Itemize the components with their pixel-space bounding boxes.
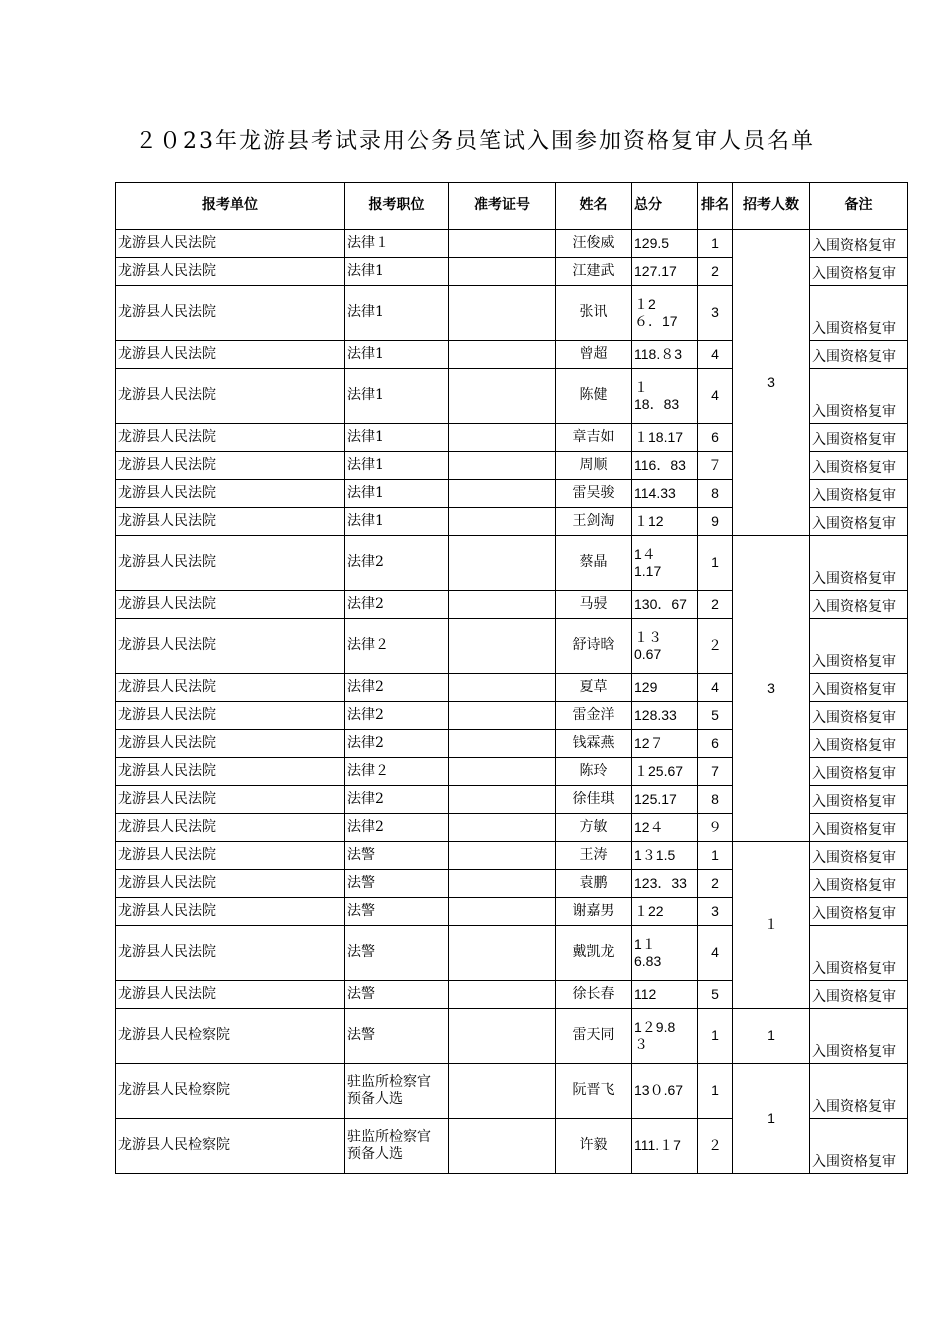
cell-position: 法律２ xyxy=(345,758,449,786)
cell-position: 法律2 xyxy=(345,786,449,814)
cell-note: 入围资格复审 xyxy=(810,702,908,730)
cell-rank: 2 xyxy=(698,591,733,619)
cell-note: 入围资格复审 xyxy=(810,842,908,870)
cell-score: １３ 0.67 xyxy=(632,619,698,674)
cell-exam-id xyxy=(449,424,556,452)
cell-unit: 龙游县人民法院 xyxy=(116,508,345,536)
cell-position: 法律2 xyxy=(345,591,449,619)
cell-exam-id xyxy=(449,286,556,341)
cell-note: 入围资格复审 xyxy=(810,591,908,619)
header-score: 总分 xyxy=(632,183,698,230)
cell-name: 雷吴骏 xyxy=(556,480,632,508)
cell-rank: 5 xyxy=(698,981,733,1009)
cell-unit: 龙游县人民法院 xyxy=(116,536,345,591)
cell-name: 汪俊威 xyxy=(556,230,632,258)
cell-score: 123．33 xyxy=(632,870,698,898)
cell-score: １12 xyxy=(632,508,698,536)
cell-quota: 1 xyxy=(733,1009,810,1064)
cell-unit: 龙游县人民法院 xyxy=(116,619,345,674)
cell-position: 法律2 xyxy=(345,536,449,591)
cell-exam-id xyxy=(449,730,556,758)
cell-score: 1２9.8 ３ xyxy=(632,1009,698,1064)
cell-name: 江建武 xyxy=(556,258,632,286)
cell-note: 入围资格复审 xyxy=(810,424,908,452)
cell-note: 入围资格复审 xyxy=(810,674,908,702)
cell-exam-id xyxy=(449,341,556,369)
cell-position: 法警 xyxy=(345,870,449,898)
cell-exam-id xyxy=(449,981,556,1009)
table-body xyxy=(116,230,908,1174)
cell-note: 入围资格复审 xyxy=(810,369,908,424)
cell-rank: ２ xyxy=(698,1119,733,1174)
cell-unit: 龙游县人民法院 xyxy=(116,591,345,619)
cell-name: 曾超 xyxy=(556,341,632,369)
cell-unit: 龙游县人民法院 xyxy=(116,758,345,786)
cell-rank: 4 xyxy=(698,341,733,369)
cell-unit: 龙游县人民检察院 xyxy=(116,1064,345,1119)
cell-name: 戴凯龙 xyxy=(556,926,632,981)
cell-rank: 6 xyxy=(698,424,733,452)
cell-score: １18.17 xyxy=(632,424,698,452)
cell-exam-id xyxy=(449,674,556,702)
cell-name: 马骎 xyxy=(556,591,632,619)
header-position: 报考职位 xyxy=(345,183,449,230)
cell-note: 入围资格复审 xyxy=(810,230,908,258)
cell-note: 入围资格复审 xyxy=(810,341,908,369)
cell-unit: 龙游县人民法院 xyxy=(116,424,345,452)
cell-exam-id xyxy=(449,369,556,424)
cell-exam-id xyxy=(449,230,556,258)
cell-exam-id xyxy=(449,258,556,286)
cell-position: 法律1 xyxy=(345,258,449,286)
cell-note: 入围资格复审 xyxy=(810,786,908,814)
cell-note: 入围资格复审 xyxy=(810,1009,908,1064)
cell-score: 130．67 xyxy=(632,591,698,619)
table-row xyxy=(116,230,908,258)
cell-quota: 3 xyxy=(733,230,810,536)
cell-unit: 龙游县人民法院 xyxy=(116,258,345,286)
cell-unit: 龙游县人民法院 xyxy=(116,842,345,870)
cell-position: 法律2 xyxy=(345,730,449,758)
cell-note: 入围资格复审 xyxy=(810,814,908,842)
cell-exam-id xyxy=(449,1009,556,1064)
cell-score: 128.33 xyxy=(632,702,698,730)
header-unit: 报考单位 xyxy=(116,183,345,230)
cell-exam-id xyxy=(449,619,556,674)
cell-name: 雷金洋 xyxy=(556,702,632,730)
cell-name: 方敏 xyxy=(556,814,632,842)
header-rank: 排名 xyxy=(698,183,733,230)
cell-rank: 2 xyxy=(698,258,733,286)
cell-score: 129 xyxy=(632,674,698,702)
cell-score: 112 xyxy=(632,981,698,1009)
cell-rank: 8 xyxy=(698,480,733,508)
cell-quota: １ xyxy=(733,842,810,1009)
cell-position: 驻监所检察官 预备人选 xyxy=(345,1064,449,1119)
cell-unit: 龙游县人民法院 xyxy=(116,452,345,480)
cell-name: 钱霖燕 xyxy=(556,730,632,758)
cell-score: 116．83 xyxy=(632,452,698,480)
cell-position: 法律1 xyxy=(345,286,449,341)
cell-name: 王涛 xyxy=(556,842,632,870)
cell-quota: 1 xyxy=(733,1064,810,1174)
cell-position: 法律2 xyxy=(345,814,449,842)
cell-score: 118.８3 xyxy=(632,341,698,369)
cell-rank: 1 xyxy=(698,842,733,870)
table-row xyxy=(116,536,908,591)
cell-exam-id xyxy=(449,591,556,619)
cell-name: 王剑淘 xyxy=(556,508,632,536)
cell-score: １25.67 xyxy=(632,758,698,786)
table-row xyxy=(116,842,908,870)
header-note: 备注 xyxy=(810,183,908,230)
cell-rank: 3 xyxy=(698,898,733,926)
table-row xyxy=(116,1009,908,1064)
table-row xyxy=(116,1064,908,1119)
cell-note: 入围资格复审 xyxy=(810,286,908,341)
cell-position: 法警 xyxy=(345,842,449,870)
cell-exam-id xyxy=(449,786,556,814)
header-quota: 招考人数 xyxy=(733,183,810,230)
cell-unit: 龙游县人民检察院 xyxy=(116,1009,345,1064)
header-exam-id: 准考证号 xyxy=(449,183,556,230)
cell-position: 法律2 xyxy=(345,674,449,702)
cell-unit: 龙游县人民法院 xyxy=(116,369,345,424)
cell-score: 1４ 1.17 xyxy=(632,536,698,591)
cell-exam-id xyxy=(449,926,556,981)
cell-name: 谢嘉男 xyxy=(556,898,632,926)
cell-exam-id xyxy=(449,870,556,898)
cell-position: 法律1 xyxy=(345,480,449,508)
cell-name: 夏草 xyxy=(556,674,632,702)
cell-exam-id xyxy=(449,842,556,870)
cell-rank: 1 xyxy=(698,536,733,591)
cell-note: 入围资格复审 xyxy=(810,508,908,536)
cell-unit: 龙游县人民法院 xyxy=(116,898,345,926)
cell-note: 入围资格复审 xyxy=(810,1119,908,1174)
cell-position: 法警 xyxy=(345,981,449,1009)
cell-name: 周顺 xyxy=(556,452,632,480)
cell-score: 13０.67 xyxy=(632,1064,698,1119)
cell-name: 张讯 xyxy=(556,286,632,341)
cell-unit: 龙游县人民法院 xyxy=(116,230,345,258)
cell-unit: 龙游县人民检察院 xyxy=(116,1119,345,1174)
cell-unit: 龙游县人民法院 xyxy=(116,674,345,702)
cell-unit: 龙游县人民法院 xyxy=(116,926,345,981)
cell-position: 法律1 xyxy=(345,369,449,424)
cell-note: 入围资格复审 xyxy=(810,758,908,786)
cell-exam-id xyxy=(449,702,556,730)
cell-rank: 8 xyxy=(698,786,733,814)
cell-note: 入围资格复审 xyxy=(810,258,908,286)
cell-name: 舒诗晗 xyxy=(556,619,632,674)
cell-note: 入围资格复审 xyxy=(810,870,908,898)
cell-rank: 5 xyxy=(698,702,733,730)
cell-rank: 2 xyxy=(698,870,733,898)
cell-score: 114.33 xyxy=(632,480,698,508)
cell-rank: 6 xyxy=(698,730,733,758)
cell-note: 入围资格复审 xyxy=(810,926,908,981)
cell-score: １2 ６．17 xyxy=(632,286,698,341)
cell-name: 章吉如 xyxy=(556,424,632,452)
cell-unit: 龙游县人民法院 xyxy=(116,286,345,341)
page-title: ２０23年龙游县考试录用公务员笔试入围参加资格复审人员名单 xyxy=(135,129,815,154)
cell-rank: 4 xyxy=(698,674,733,702)
cell-position: 法律２ xyxy=(345,619,449,674)
cell-name: 陈玲 xyxy=(556,758,632,786)
cell-exam-id xyxy=(449,758,556,786)
cell-note: 入围资格复审 xyxy=(810,730,908,758)
cell-name: 袁鹏 xyxy=(556,870,632,898)
cell-score: 129.5 xyxy=(632,230,698,258)
cell-rank: 3 xyxy=(698,286,733,341)
cell-name: 蔡晶 xyxy=(556,536,632,591)
cell-exam-id xyxy=(449,480,556,508)
cell-note: 入围资格复审 xyxy=(810,480,908,508)
cell-unit: 龙游县人民法院 xyxy=(116,702,345,730)
cell-position: 法律2 xyxy=(345,702,449,730)
cell-score: 12７ xyxy=(632,730,698,758)
cell-score: 1１ 6.83 xyxy=(632,926,698,981)
cell-position: 法律1 xyxy=(345,508,449,536)
cell-exam-id xyxy=(449,898,556,926)
cell-rank: ７ xyxy=(698,452,733,480)
cell-rank: 1 xyxy=(698,1064,733,1119)
cell-score: 12４ xyxy=(632,814,698,842)
cell-note: 入围资格复审 xyxy=(810,536,908,591)
cell-note: 入围资格复审 xyxy=(810,981,908,1009)
cell-position: 法警 xyxy=(345,926,449,981)
cell-note: 入围资格复审 xyxy=(810,619,908,674)
cell-note: 入围资格复审 xyxy=(810,1064,908,1119)
cell-score: 127.17 xyxy=(632,258,698,286)
cell-exam-id xyxy=(449,536,556,591)
cell-name: 徐佳琪 xyxy=(556,786,632,814)
cell-note: 入围资格复审 xyxy=(810,898,908,926)
candidate-table xyxy=(115,182,908,1174)
cell-rank: 4 xyxy=(698,926,733,981)
cell-exam-id xyxy=(449,1064,556,1119)
header-row xyxy=(116,183,908,230)
cell-position: 法律1 xyxy=(345,341,449,369)
cell-name: 徐长春 xyxy=(556,981,632,1009)
cell-exam-id xyxy=(449,452,556,480)
cell-unit: 龙游县人民法院 xyxy=(116,814,345,842)
cell-score: 1３1.5 xyxy=(632,842,698,870)
cell-unit: 龙游县人民法院 xyxy=(116,786,345,814)
cell-rank: 4 xyxy=(698,369,733,424)
cell-unit: 龙游县人民法院 xyxy=(116,981,345,1009)
cell-exam-id xyxy=(449,814,556,842)
cell-name: 阮晋飞 xyxy=(556,1064,632,1119)
cell-unit: 龙游县人民法院 xyxy=(116,480,345,508)
cell-unit: 龙游县人民法院 xyxy=(116,341,345,369)
cell-position: 法警 xyxy=(345,1009,449,1064)
cell-rank: 1 xyxy=(698,230,733,258)
cell-score: １22 xyxy=(632,898,698,926)
cell-position: 法律１ xyxy=(345,230,449,258)
cell-rank: 7 xyxy=(698,758,733,786)
cell-position: 法律1 xyxy=(345,452,449,480)
cell-note: 入围资格复审 xyxy=(810,452,908,480)
cell-score: 111.１7 xyxy=(632,1119,698,1174)
cell-rank: ９ xyxy=(698,814,733,842)
cell-exam-id xyxy=(449,1119,556,1174)
cell-position: 法律1 xyxy=(345,424,449,452)
cell-rank: 9 xyxy=(698,508,733,536)
cell-score: １ 18．83 xyxy=(632,369,698,424)
cell-rank: 1 xyxy=(698,1009,733,1064)
cell-unit: 龙游县人民法院 xyxy=(116,730,345,758)
header-name: 姓名 xyxy=(556,183,632,230)
cell-quota: 3 xyxy=(733,536,810,842)
cell-position: 法警 xyxy=(345,898,449,926)
cell-name: 陈健 xyxy=(556,369,632,424)
cell-rank: ２ xyxy=(698,619,733,674)
cell-name: 雷天同 xyxy=(556,1009,632,1064)
cell-unit: 龙游县人民法院 xyxy=(116,870,345,898)
cell-name: 许毅 xyxy=(556,1119,632,1174)
cell-exam-id xyxy=(449,508,556,536)
cell-score: 125.17 xyxy=(632,786,698,814)
cell-position: 驻监所检察官 预备人选 xyxy=(345,1119,449,1174)
